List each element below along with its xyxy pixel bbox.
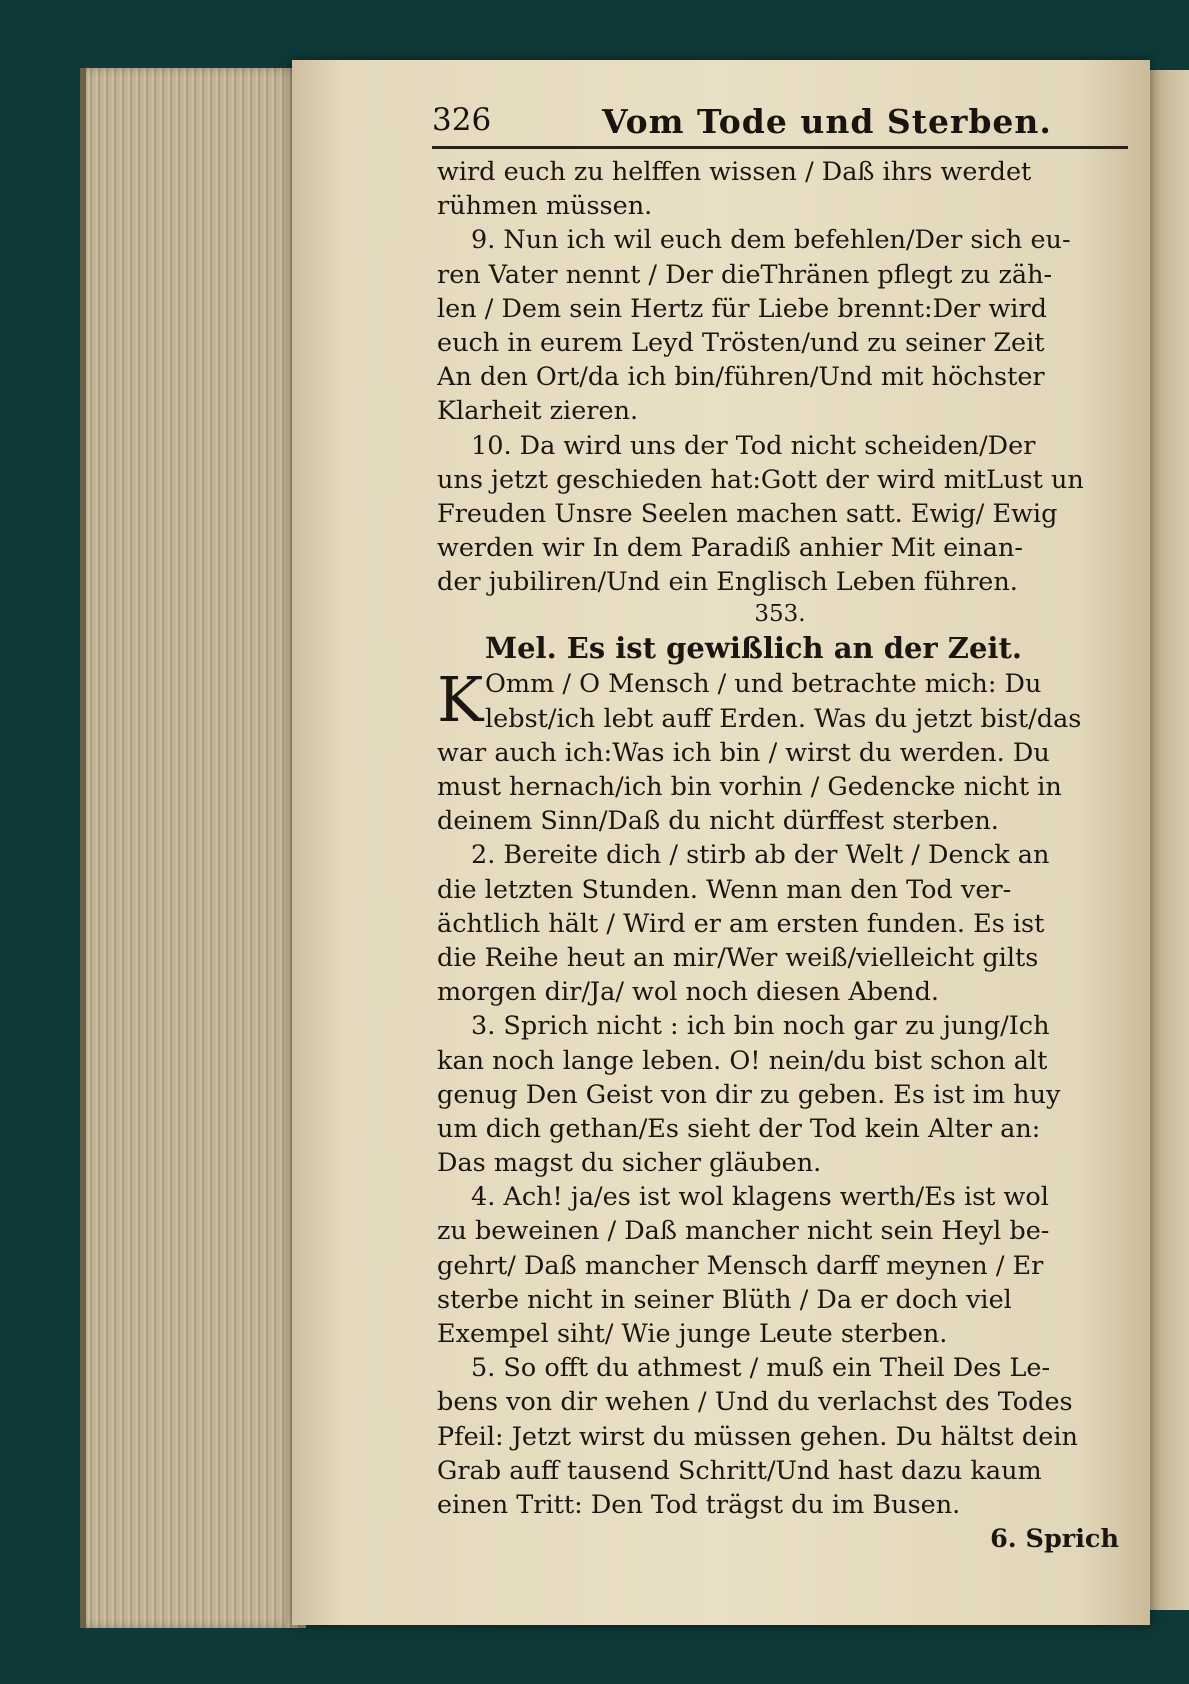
text-line: Omm / O Mensch / und betrachte mich: Du <box>485 669 1042 700</box>
hymn-stanza-5 <box>437 1351 1123 1522</box>
text-line: einen Tritt: Den Tod trägst du im Busen. <box>437 1489 961 1520</box>
text-line: 3. Sprich nicht : ich bin noch gar zu jung/Ich <box>471 1011 1050 1042</box>
stanza-9 <box>437 223 1123 428</box>
text-line: 10. Da wird uns der Tod nicht scheiden/Der <box>471 430 1036 461</box>
text-line: Exempel siht/ Wie junge Leute sterben. <box>437 1319 948 1349</box>
hymn-stanza-1 <box>437 663 1123 737</box>
header-rule <box>432 146 1128 149</box>
text-line: der jubiliren/Und ein Englisch Leben führen. <box>437 567 1018 598</box>
continuation-block <box>437 155 1123 223</box>
text-line: lebst/ich lebt auff Erden. Was du jetzt bist/das <box>485 703 1082 734</box>
text-line: die letzten Stunden. Wenn man den Tod ver- <box>437 874 1012 905</box>
text-line: must hernach/ich bin vorhin / Gedencke nicht in <box>437 772 1062 802</box>
text-line: war auch ich:Was ich bin / wirst du werden. Du <box>437 737 1050 768</box>
text-line: die Reihe heut an mir/Wer weiß/vielleicht gilts <box>437 942 1039 973</box>
facing-page-edge <box>1150 70 1189 1610</box>
hymn-stanza-3 <box>437 1009 1123 1180</box>
text-line: zu beweinen / Daß mancher nicht sein Heyl be- <box>437 1216 1050 1247</box>
hymn-stanza-2 <box>437 838 1123 1009</box>
page-text <box>437 155 1123 1556</box>
page-block-edge <box>80 68 306 1628</box>
text-line: uns jetzt geschieden hat:Gott der wird mitLust un <box>437 464 1084 495</box>
text-line: wird euch zu helffen wissen / Daß ihrs werdet <box>437 157 1032 187</box>
text-line: genug Den Geist von dir zu geben. Es ist im huy <box>437 1079 1061 1110</box>
text-line: Grab auff tausend Schritt/Und hast dazu kaum <box>437 1455 1042 1486</box>
text-line: 9. Nun ich wil euch dem befehlen/Der sich eu- <box>471 225 1071 256</box>
text-line: sterbe nicht in seiner Blüth / Da er doch viel <box>437 1284 1012 1315</box>
text-line: deinem Sinn/Daß du nicht dürffest sterben. <box>437 806 999 837</box>
text-line: bens von dir wehen / Und du verlachst des Todes <box>437 1387 1073 1418</box>
text-line: werden wir In dem Paradiß anhier Mit einan- <box>437 533 1023 564</box>
text-line: 4. Ach! ja/es ist wol klagens werth/Es ist wol <box>471 1182 1049 1213</box>
text-line: An den Ort/da ich bin/führen/Und mit höchster <box>437 362 1045 393</box>
text-line: rühmen müssen. <box>437 191 653 222</box>
text-line: gehrt/ Daß mancher Mensch darff meynen / Er <box>437 1250 1044 1281</box>
text-line: ren Vater nennt / Der dieThränen pflegt zu zäh- <box>437 259 1053 290</box>
catchword: 6. Sprich <box>990 1524 1119 1555</box>
hymn-number: 353. <box>754 601 806 628</box>
text-line: 2. Bereite dich / stirb ab der Welt / Denck an <box>471 840 1050 871</box>
page-header <box>432 102 1132 148</box>
text-line: ächtlich hält / Wird er am ersten funden. Es ist <box>437 908 1045 939</box>
text-line: morgen dir/Ja/ wol noch diesen Abend. <box>437 977 940 1008</box>
melody-line: Mel. Es ist gewißlich an der Zeit. <box>485 631 1022 666</box>
text-line: len / Dem sein Hertz für Liebe brennt:Der wird <box>437 293 1047 324</box>
hymn-stanza-1-cont <box>437 736 1123 839</box>
text-line: Klarheit zieren. <box>437 396 639 427</box>
text-line: Freuden Unsre Seelen machen satt. Ewig/ Ewig <box>437 498 1058 529</box>
page-number: 326 <box>432 102 492 138</box>
text-line: um dich gethan/Es sieht der Tod kein Alter an: <box>437 1113 1041 1144</box>
running-head: Vom Tode und Sterben. <box>602 102 1052 141</box>
text-line: Pfeil: Jetzt wirst du müssen gehen. Du hältst dein <box>437 1421 1078 1452</box>
text-line: Das magst du sicher gläuben. <box>437 1148 822 1179</box>
text-line: 5. So offt du athmest / muß ein Theil Des Le- <box>471 1353 1051 1384</box>
text-line: kan noch lange leben. O! nein/du bist schon alt <box>437 1045 1048 1076</box>
hymn-stanza-4 <box>437 1180 1123 1351</box>
stanza-10 <box>437 429 1123 600</box>
text-line: euch in eurem Leyd Trösten/und zu seiner Zeit <box>437 327 1045 358</box>
drop-capital: K <box>437 663 484 737</box>
